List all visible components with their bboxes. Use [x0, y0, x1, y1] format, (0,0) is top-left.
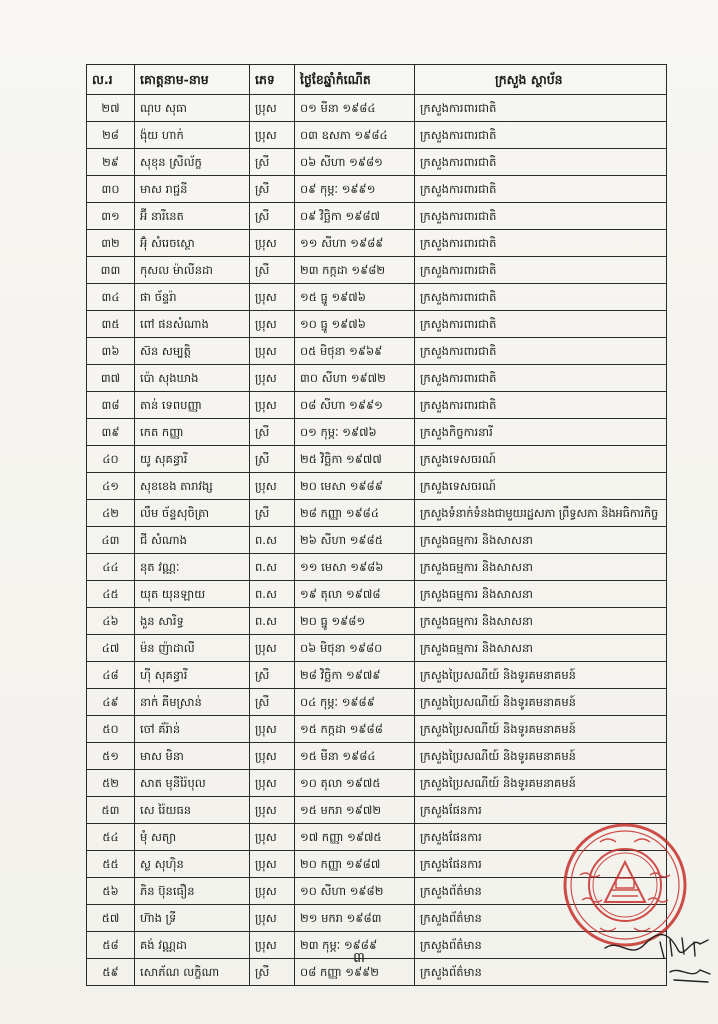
cell-no: ៣៦: [87, 338, 135, 365]
cell-dob: ០៥ មិថុនា ១៩៦៩: [295, 338, 415, 365]
cell-name: អ៊ី នារីនេត: [135, 203, 250, 230]
table-row: [87, 122, 667, 149]
cell-no: ៥៧: [87, 905, 135, 932]
cell-name: សុខុន ស្រីល័ក្ខ: [135, 149, 250, 176]
cell-name: អ៊ុំ សំរេចស្ថោ: [135, 230, 250, 257]
cell-institution: ក្រសួងព័ត៌មាន: [415, 905, 667, 932]
cell-institution: ក្រសួងការពារជាតិ: [415, 392, 667, 419]
cell-sex: ប្រុស: [250, 878, 295, 905]
cell-dob: ២៨ វិច្ឆិកា ១៩៧៩: [295, 662, 415, 689]
cell-no: ៤៨: [87, 662, 135, 689]
cell-sex: ប្រុស: [250, 824, 295, 851]
cell-no: ២៨: [87, 122, 135, 149]
table-row: [87, 527, 667, 554]
cell-name: លឹម ច័ន្ទសុចិត្រា: [135, 500, 250, 527]
cell-dob: ២៣ កុម្ភៈ ១៩៨៩: [295, 932, 415, 959]
cell-name: ជី សំណាង: [135, 527, 250, 554]
cell-institution: ក្រសួងធម្មការ និងសាសនា: [415, 635, 667, 662]
cell-sex: ស្រី: [250, 446, 295, 473]
cell-dob: ២៥ វិច្ឆិកា ១៩៧៧: [295, 446, 415, 473]
cell-name: សេ រ៉ៃយធន: [135, 797, 250, 824]
cell-institution: ក្រសួងទំនាក់ទំនងជាមួយរដ្ឋសភា ព្រឹទ្ធសភា និងអធិការកិច្ច: [415, 500, 667, 527]
cell-institution: ក្រសួងប្រៃសណីយ៍ និងទូរគមនាគមន៍: [415, 689, 667, 716]
cell-dob: ១៥ កក្កដា ១៩៨៨: [295, 716, 415, 743]
cell-sex: ស្រី: [250, 176, 295, 203]
cell-dob: ១៩ តុលា ១៩៧៨: [295, 581, 415, 608]
cell-dob: ០៨ សីហា ១៩៩១: [295, 392, 415, 419]
cell-institution: ក្រសួងប្រៃសណីយ៍ និងទូរគមនាគមន៍: [415, 743, 667, 770]
cell-no: ៤៦: [87, 608, 135, 635]
table-row: [87, 419, 667, 446]
cell-no: ៥៣: [87, 797, 135, 824]
cell-no: ៤១: [87, 473, 135, 500]
cell-no: ៤២: [87, 500, 135, 527]
table-row: [87, 149, 667, 176]
cell-name: យូ សុគន្ធារី: [135, 446, 250, 473]
table-row: [87, 500, 667, 527]
cell-dob: ១៥ មីនា ១៩៨៤: [295, 743, 415, 770]
cell-sex: ប្រុស: [250, 743, 295, 770]
cell-name: ប៉ោ សុងឃាង: [135, 365, 250, 392]
header-sex: ភេទ: [250, 65, 295, 95]
table-header-row: [87, 65, 667, 95]
page-number: ៣: [353, 950, 365, 966]
header-dob: ថ្ងៃខែឆ្នាំកំណើត: [295, 65, 415, 95]
cell-dob: ០៩ វិច្ឆិកា ១៩៨៧: [295, 203, 415, 230]
cell-name: ហ៊ី សុគន្ធារី: [135, 662, 250, 689]
cell-sex: ប្រុស: [250, 284, 295, 311]
cell-no: ២៩: [87, 149, 135, 176]
cell-dob: ១១ មេសា ១៩៨៦: [295, 554, 415, 581]
cell-institution: ក្រសួងផែនការ: [415, 797, 667, 824]
cell-no: ៣៤: [87, 284, 135, 311]
cell-institution: ក្រសួងធម្មការ និងសាសនា: [415, 554, 667, 581]
cell-dob: ០១ មីនា ១៩៨៤: [295, 95, 415, 122]
cell-name: មាស រាជ្ជនី: [135, 176, 250, 203]
cell-no: ៥១: [87, 743, 135, 770]
cell-dob: ១០ ធ្នូ ១៩៧៦: [295, 311, 415, 338]
cell-institution: ក្រសួងការពារជាតិ: [415, 203, 667, 230]
cell-name: មុំ សត្យា: [135, 824, 250, 851]
cell-institution: ក្រសួងទេសចរណ៍: [415, 446, 667, 473]
header-name: គោត្តនាម-នាម: [135, 65, 250, 95]
cell-name: នាក់ គីមស្រាន់: [135, 689, 250, 716]
cell-sex: ស្រី: [250, 959, 295, 986]
cell-dob: ១៥ ធ្នូ ១៩៧៦: [295, 284, 415, 311]
table-row: [87, 311, 667, 338]
cell-institution: ក្រសួងការពារជាតិ: [415, 176, 667, 203]
cell-no: ៣០: [87, 176, 135, 203]
cell-institution: ក្រសួងការពារជាតិ: [415, 257, 667, 284]
cell-name: កុសល ម៉ាលីនដា: [135, 257, 250, 284]
cell-dob: ០៤ កុម្ភៈ ១៩៨៩: [295, 689, 415, 716]
cell-sex: ស្រី: [250, 203, 295, 230]
table-row: [87, 392, 667, 419]
cell-dob: ២០ កញ្ញា ១៩៨៧: [295, 851, 415, 878]
cell-no: ៥៨: [87, 932, 135, 959]
cell-dob: ២១ មករា ១៩៨៣: [295, 905, 415, 932]
cell-dob: ០៦ មិថុនា ១៩៨០: [295, 635, 415, 662]
cell-institution: ក្រសួងទេសចរណ៍: [415, 473, 667, 500]
cell-sex: ស្រី: [250, 257, 295, 284]
cell-institution: ក្រសួងការពារជាតិ: [415, 149, 667, 176]
cell-sex: ប្រុស: [250, 338, 295, 365]
cell-dob: ២៨ កញ្ញា ១៩៨៤: [295, 500, 415, 527]
cell-dob: ១០ តុលា ១៩៧៥: [295, 770, 415, 797]
cell-institution: ក្រសួងធម្មការ និងសាសនា: [415, 581, 667, 608]
cell-institution: ក្រសួងការពារជាតិ: [415, 311, 667, 338]
handwritten-signature: [600, 930, 715, 990]
cell-institution: ក្រសួងការពារជាតិ: [415, 122, 667, 149]
cell-no: ៥៩: [87, 959, 135, 986]
cell-sex: ប្រុស: [250, 392, 295, 419]
cell-institution: ក្រសួងប្រៃសណីយ៍ និងទូរគមនាគមន៍: [415, 662, 667, 689]
cell-dob: ២០ ធ្នូ ១៩៨១: [295, 608, 415, 635]
table-row: [87, 284, 667, 311]
cell-name: នុត វណ្ណៈ: [135, 554, 250, 581]
cell-sex: ប្រុស: [250, 311, 295, 338]
cell-sex: ព.ស: [250, 608, 295, 635]
cell-sex: ប្រុស: [250, 770, 295, 797]
cell-no: ៤៤: [87, 554, 135, 581]
table-row: [87, 662, 667, 689]
table-row: [87, 338, 667, 365]
cell-name: សោភ័ណ លក្ខិណា: [135, 959, 250, 986]
cell-dob: ២៦ សីហា ១៩៨៥: [295, 527, 415, 554]
table-row: [87, 770, 667, 797]
cell-institution: ក្រសួងព័ត៌មាន: [415, 878, 667, 905]
table-row: [87, 716, 667, 743]
cell-no: ៤៥: [87, 581, 135, 608]
cell-name: ហ៊ាង ទ្រី: [135, 905, 250, 932]
cell-sex: ប្រុស: [250, 230, 295, 257]
cell-sex: ប្រុស: [250, 365, 295, 392]
table-row: [87, 635, 667, 662]
cell-no: ៣៣: [87, 257, 135, 284]
cell-dob: ២៣ កក្កដា ១៩៨២: [295, 257, 415, 284]
table-row: [87, 446, 667, 473]
cell-sex: ប្រុស: [250, 95, 295, 122]
cell-institution: ក្រសួងការពារជាតិ: [415, 365, 667, 392]
table-row: [87, 176, 667, 203]
cell-dob: ០៨ កញ្ញា ១៩៩២: [295, 959, 415, 986]
cell-institution: ក្រសួងព័ត៌មាន: [415, 959, 667, 986]
table-row: [87, 257, 667, 284]
cell-institution: ក្រសួងការពារជាតិ: [415, 230, 667, 257]
cell-sex: ប្រុស: [250, 122, 295, 149]
cell-name: ង៉ុយ ហាក់: [135, 122, 250, 149]
cell-name: មាស មិនា: [135, 743, 250, 770]
cell-sex: ប្រុស: [250, 635, 295, 662]
cell-sex: ប្រុស: [250, 473, 295, 500]
cell-dob: ០១ កុម្ភៈ ១៩៧៦: [295, 419, 415, 446]
table-row: [87, 689, 667, 716]
header-institution: ក្រសួង ស្ថាប័ន: [415, 65, 667, 95]
cell-sex: ប្រុស: [250, 905, 295, 932]
cell-sex: ស្រី: [250, 149, 295, 176]
cell-institution: ក្រសួងព័ត៌មាន: [415, 932, 667, 959]
cell-institution: ក្រសួងកិច្ចការនារី: [415, 419, 667, 446]
cell-name: ផា ច័ន្ទរ៉ា: [135, 284, 250, 311]
cell-no: ៤៧: [87, 635, 135, 662]
cell-sex: ប្រុស: [250, 797, 295, 824]
cell-name: ស្ល សុហ៊ិន: [135, 851, 250, 878]
table-row: [87, 743, 667, 770]
cell-name: យុត យុនឡាយ: [135, 581, 250, 608]
cell-sex: ស្រី: [250, 500, 295, 527]
cell-dob: ២០ មេសា ១៩៨៩: [295, 473, 415, 500]
cell-dob: ៣០ សីហា ១៩៧២: [295, 365, 415, 392]
cell-sex: ស្រី: [250, 662, 295, 689]
cell-sex: ព.ស: [250, 527, 295, 554]
cell-dob: ០៩ កុម្ភៈ ១៩៩១: [295, 176, 415, 203]
cell-sex: ព.ស: [250, 554, 295, 581]
cell-dob: ០៣ ឧសភា ១៩៨៤: [295, 122, 415, 149]
cell-dob: ១១ សីហា ១៩៨៩: [295, 230, 415, 257]
cell-institution: ក្រសួងធម្មការ និងសាសនា: [415, 608, 667, 635]
cell-sex: ស្រី: [250, 689, 295, 716]
cell-no: ៣៥: [87, 311, 135, 338]
cell-no: ៣២: [87, 230, 135, 257]
table-row: [87, 473, 667, 500]
cell-sex: ប្រុស: [250, 851, 295, 878]
cell-institution: ក្រសួងធម្មការ និងសាសនា: [415, 527, 667, 554]
cell-name: ស៊ន សម្បត្តិ: [135, 338, 250, 365]
cell-no: ២៧: [87, 95, 135, 122]
table-row: [87, 95, 667, 122]
cell-name: តាន់ ទេពបញ្ញា: [135, 392, 250, 419]
cell-name: គង់ វណ្ណដា: [135, 932, 250, 959]
table-row: [87, 554, 667, 581]
cell-sex: ព.ស: [250, 581, 295, 608]
header-no: ល.រ: [87, 65, 135, 95]
table-row: [87, 203, 667, 230]
cell-no: ៤៩: [87, 689, 135, 716]
cell-no: ៣៨: [87, 392, 135, 419]
cell-no: ៣១: [87, 203, 135, 230]
cell-institution: ក្រសួងប្រៃសណីយ៍ និងទូរគមនាគមន៍: [415, 770, 667, 797]
cell-name: ណុប សុធា: [135, 95, 250, 122]
cell-institution: ក្រសួងការពារជាតិ: [415, 338, 667, 365]
cell-no: ៥៥: [87, 851, 135, 878]
cell-name: ចៅ គ័រ៉ាន់: [135, 716, 250, 743]
cell-institution: ក្រសួងការពារជាតិ: [415, 284, 667, 311]
cell-no: ៥៦: [87, 878, 135, 905]
cell-institution: ក្រសួងប្រៃសណីយ៍ និងទូរគមនាគមន៍: [415, 716, 667, 743]
cell-sex: ស្រី: [250, 419, 295, 446]
cell-no: ៣៩: [87, 419, 135, 446]
cell-no: ៤០: [87, 446, 135, 473]
cell-dob: ១៧ កញ្ញា ១៩៧៥: [295, 824, 415, 851]
cell-dob: ១៥ មករា ១៩៧២: [295, 797, 415, 824]
cell-dob: ០៦ សីហា ១៩៨១: [295, 149, 415, 176]
cell-name: សុខខេង តារាវង្ស: [135, 473, 250, 500]
cell-name: សាត មុនីរ៉ៃបុល: [135, 770, 250, 797]
cell-no: ៥៤: [87, 824, 135, 851]
cell-no: ៤៣: [87, 527, 135, 554]
cell-name: កេត កញ្ញា: [135, 419, 250, 446]
table-row: [87, 365, 667, 392]
cell-sex: ប្រុស: [250, 932, 295, 959]
cell-no: ៥២: [87, 770, 135, 797]
cell-institution: ក្រសួងផែនការ: [415, 824, 667, 851]
cell-no: ៣៧: [87, 365, 135, 392]
cell-name: ពៅ ផនសំណាង: [135, 311, 250, 338]
cell-name: ងួន សារិទ្ធ: [135, 608, 250, 635]
cell-dob: ១០ សីហា ១៩៨២: [295, 878, 415, 905]
cell-no: ៥០: [87, 716, 135, 743]
table-row: [87, 608, 667, 635]
cell-sex: ប្រុស: [250, 716, 295, 743]
cell-institution: ក្រសួងផែនការ: [415, 851, 667, 878]
cell-name: ភិន ប៊ុនធឿន: [135, 878, 250, 905]
cell-institution: ក្រសួងការពារជាតិ: [415, 95, 667, 122]
table-row: [87, 581, 667, 608]
cell-name: ម៉ន ញ៉ាដាលី: [135, 635, 250, 662]
table-row: [87, 230, 667, 257]
